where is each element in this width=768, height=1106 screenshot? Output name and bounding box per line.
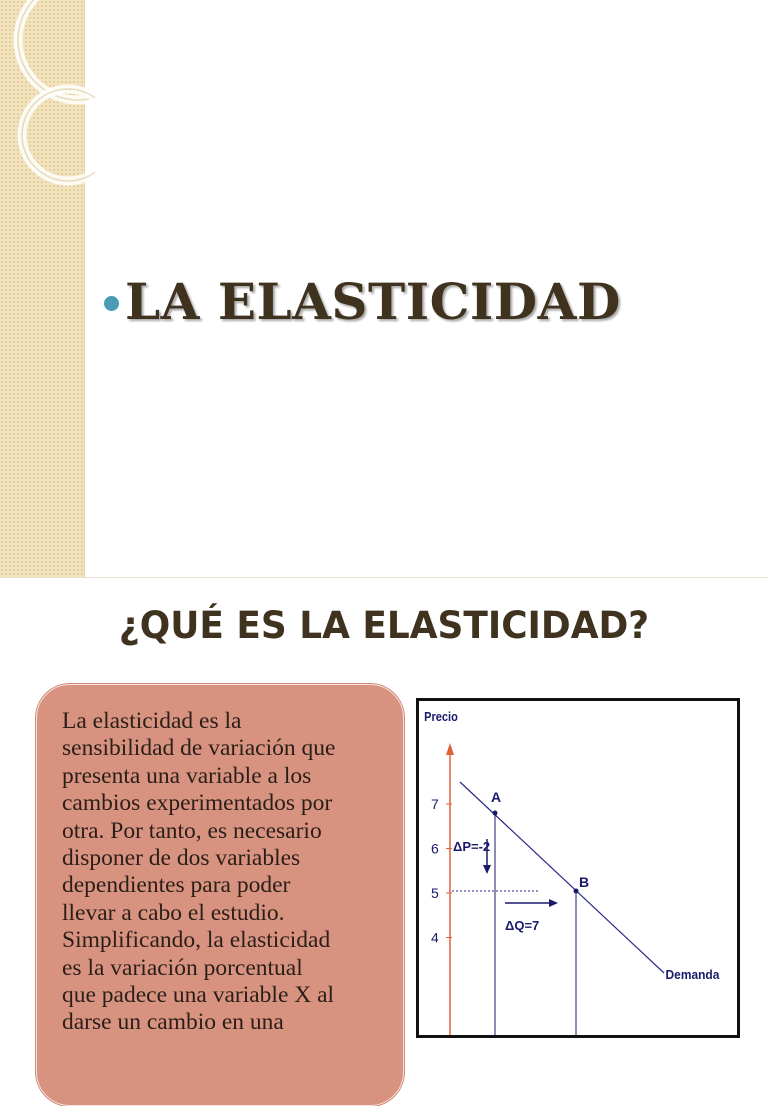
demand-chart-svg (419, 701, 737, 1035)
demand-chart (416, 698, 740, 1038)
delta-p-label: ΔP=-2 (453, 839, 491, 854)
definition-line: darse un cambio en una (62, 1009, 284, 1036)
demand-line (460, 782, 664, 973)
definition-line: presenta una variable a los (62, 762, 312, 789)
slide-title: LA ELASTICIDAD (125, 272, 621, 331)
y-tick-label: 4 (431, 929, 439, 946)
bullet-dot-icon (104, 296, 119, 311)
definition-text (62, 708, 392, 1037)
definition-line: dependientes para poder (62, 872, 291, 899)
y-tick-label: 5 (431, 885, 439, 901)
demand-series-label: Demanda (665, 967, 720, 983)
point-b (574, 889, 579, 894)
y-tick-label: 7 (431, 796, 439, 812)
definition-line: es la variación porcentual (62, 954, 303, 981)
slide2-title: ¿QUÉ ES LA ELASTICIDAD? (118, 604, 650, 647)
delta-q-arrow-icon (549, 899, 558, 907)
definition-line: disponer de dos variables (62, 845, 301, 872)
definition-line: cambios experimentados por (62, 790, 333, 817)
definition-line: sensibilidad de variación que (62, 735, 336, 762)
definition-line: La elasticidad es la (62, 708, 242, 734)
decorative-rings-icon (0, 0, 95, 200)
delta-q-label: ΔQ=7 (505, 918, 540, 933)
point-a-label: A (491, 789, 502, 805)
definition-line: Simplificando, la elasticidad (62, 927, 331, 954)
definition-line: llevar a cabo el estudio. (62, 899, 285, 926)
definition-line: que padece una variable X al (62, 982, 335, 1009)
point-b-label: B (579, 874, 590, 890)
y-axis-label: Precio (424, 709, 458, 725)
delta-p-arrow-icon (483, 865, 491, 874)
y-tick-label: 6 (431, 840, 439, 857)
title-bullet-line (104, 272, 621, 331)
point-a (493, 811, 498, 816)
slide-separator (0, 577, 768, 578)
y-axis-arrow-icon (446, 743, 454, 755)
definition-line: otra. Por tanto, es necesario (62, 817, 322, 844)
